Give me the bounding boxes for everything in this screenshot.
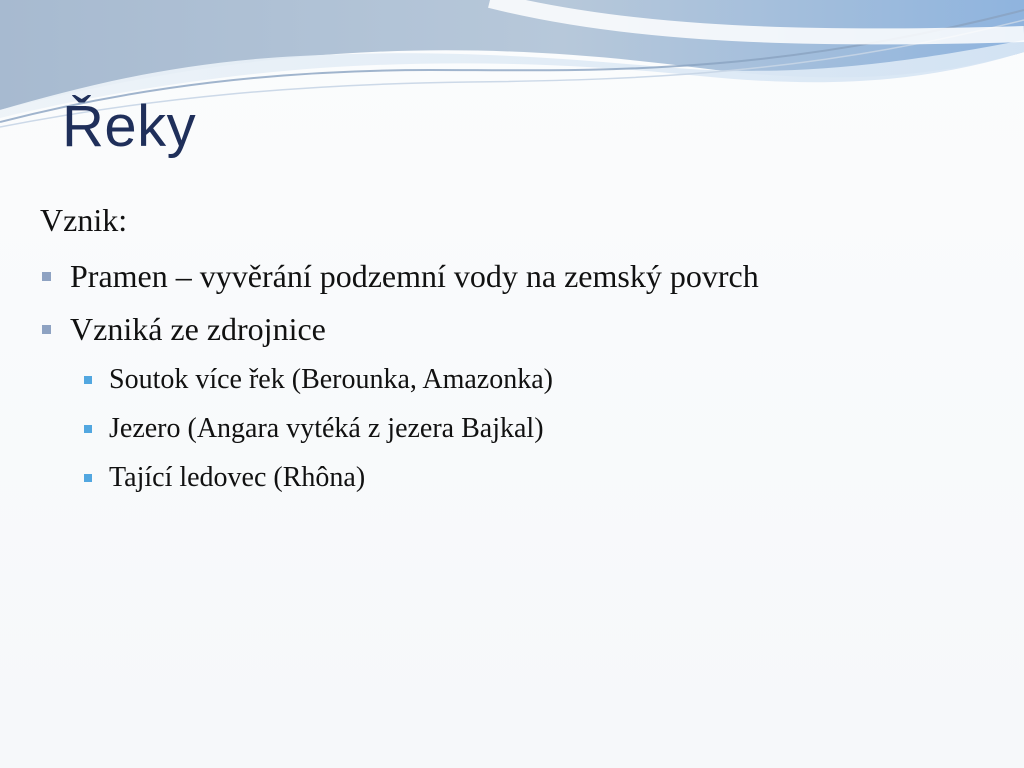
square-bullet-icon	[42, 272, 51, 281]
sub-bullet-item-soutok	[84, 366, 1000, 394]
bullet-text: Pramen – vyvěrání podzemní vody na zemský povrch	[70, 258, 759, 294]
square-bullet-icon	[84, 425, 92, 433]
bullet-text: Vzniká ze zdrojnice	[70, 311, 326, 347]
slide-content	[40, 204, 1000, 513]
lead-text: Vznik:	[40, 202, 128, 238]
bullet-text: Jezero (Angara vytéká z jezera Bajkal)	[109, 413, 544, 444]
slide-title: Řeky	[62, 94, 197, 159]
square-bullet-icon	[84, 474, 92, 482]
sub-bullet-item-ledovec	[84, 464, 1000, 492]
sub-bullet-item-jezero	[84, 415, 1000, 443]
square-bullet-icon	[84, 376, 92, 384]
square-bullet-icon	[42, 325, 51, 334]
bullet-item-pramen	[40, 260, 1000, 292]
bullet-item-zdrojnice	[40, 313, 1000, 345]
bullet-text: Tající ledovec (Rhôna)	[109, 462, 366, 493]
bullet-text: Soutok více řek (Berounka, Amazonka)	[109, 364, 553, 395]
